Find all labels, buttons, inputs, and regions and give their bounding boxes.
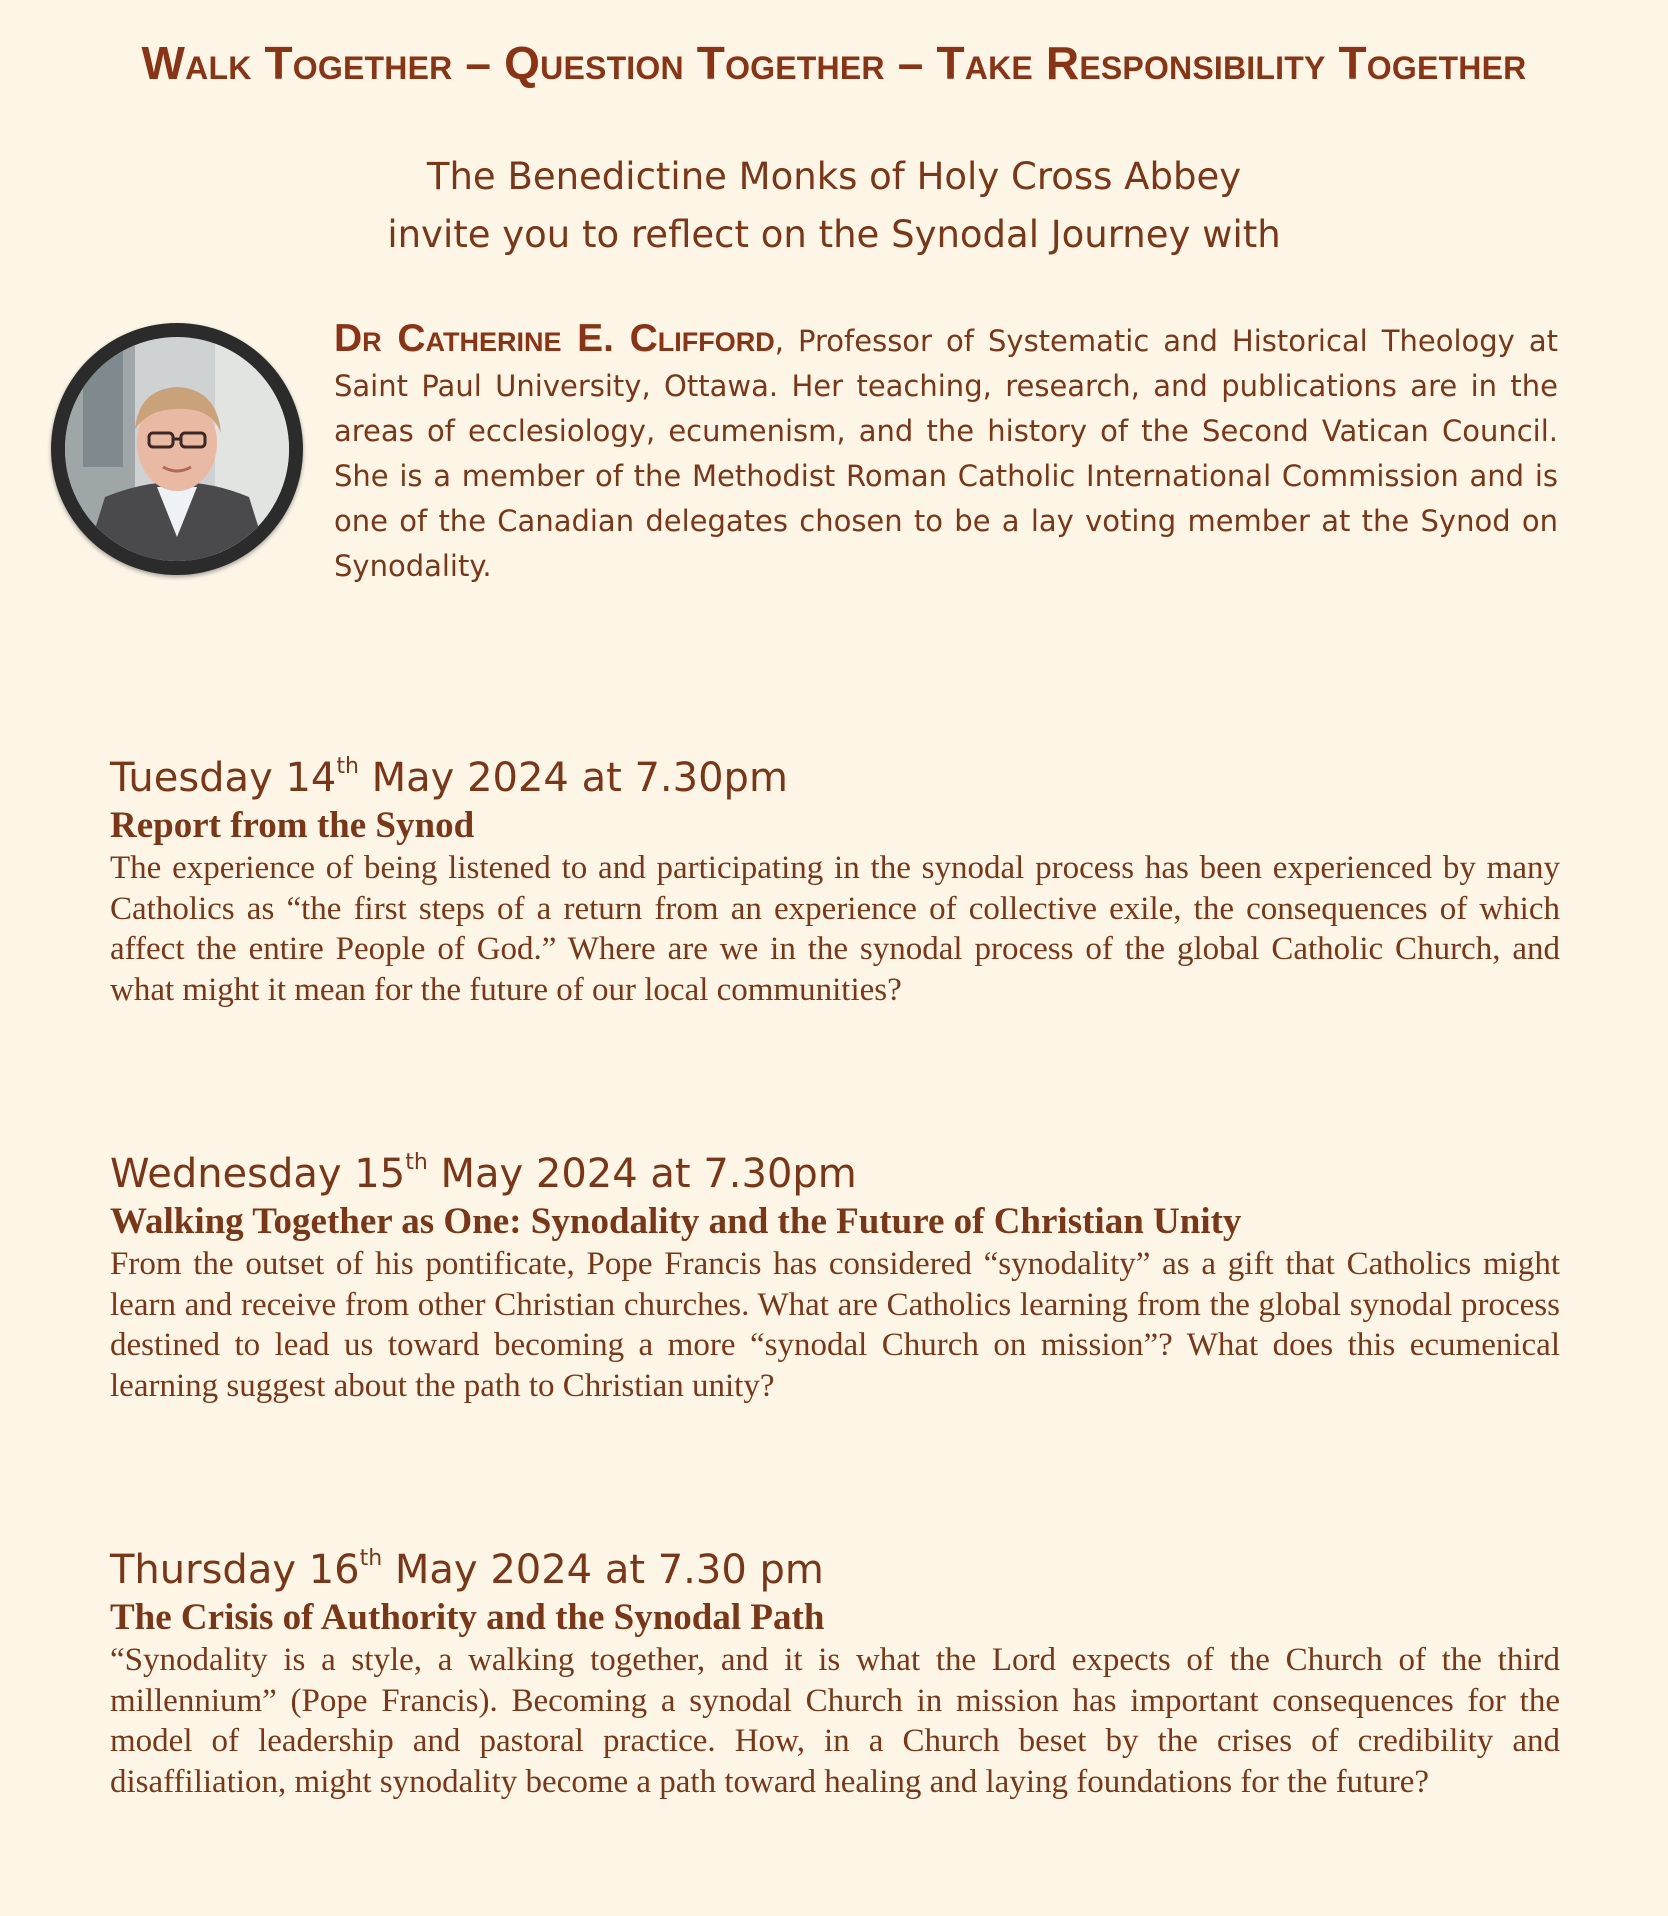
session-date <box>110 1544 1560 1596</box>
speaker-name: Dr Catherine E. Clifford <box>334 317 775 360</box>
session-date <box>110 1148 1560 1200</box>
date-ordinal: th <box>405 1150 428 1175</box>
session-title: Walking Together as One: Synodality and the Future of Christian Unity <box>110 1201 1242 1242</box>
session-time: May 2024 at 7.30pm <box>427 1151 857 1197</box>
session-description: “Synodality is a style, a walking together, and it is what the Lord expects of the Church of the third millennium” (Pope Francis). Becoming a synodal Church in mission has important consequences for the model of leadership and pastoral practice. How, in a Church beset by the crises of credibility and disaffiliation, might synodality become a path toward healing and laying foundations for the future? <box>110 1642 1560 1800</box>
session-time: May 2024 at 7.30pm <box>358 755 788 801</box>
session-description: The experience of being listened to and participating in the synodal process has been experienced by many Catholics as “the first steps of a return from an experience of collective exile, the consequences of which affect the entire People of God.” Where are we in the synodal process of the global Catholic Church, and what might it mean for the future of our local communities? <box>110 850 1560 1008</box>
session-2 <box>110 1148 1560 1406</box>
session-day: Thursday 16 <box>110 1547 360 1593</box>
session-3 <box>110 1544 1560 1802</box>
speaker-photo <box>65 337 289 561</box>
date-ordinal: th <box>359 1546 383 1571</box>
speaker-description: , Professor of Systematic and Historical Theology at Saint Paul University, Ottawa. Her teaching, research, and publications are in the areas of ecclesiology, ecumenism, and the history of the Second Vatican Council. She is a member of the Methodist Roman Catholic International Commission and is one of the Canadian delegates chosen to be a lay voting member at the Synod on Synodality. <box>334 324 1559 583</box>
session-date <box>110 752 1560 804</box>
session-description: From the outset of his pontificate, Pope Francis has considered “synodality” as a gift that Catholics might learn and receive from other Christian churches. What are Catholics learning from the global synodal process destined to lead us toward becoming a more “synodal Church on mission”? What does this ecumenical learning suggest about the path to Christian unity? <box>110 1246 1560 1404</box>
invitation <box>0 148 1668 264</box>
session-1 <box>110 752 1560 1010</box>
banner-heading: Walk Together – Question Together – Take Responsibility Together <box>141 37 1527 89</box>
invitation-line-1: The Benedictine Monks of Holy Cross Abbey <box>426 155 1242 198</box>
speaker-bio <box>334 316 1558 589</box>
speaker-portrait <box>51 323 303 575</box>
invitation-line-2: invite you to reflect on the Synodal Journey with <box>387 213 1281 256</box>
session-day: Tuesday 14 <box>110 755 337 801</box>
session-title: The Crisis of Authority and the Synodal Path <box>110 1597 825 1638</box>
session-time: May 2024 at 7.30 pm <box>382 1547 824 1593</box>
date-ordinal: th <box>336 754 359 779</box>
session-day: Wednesday 15 <box>110 1151 406 1197</box>
session-title: Report from the Synod <box>110 805 475 846</box>
